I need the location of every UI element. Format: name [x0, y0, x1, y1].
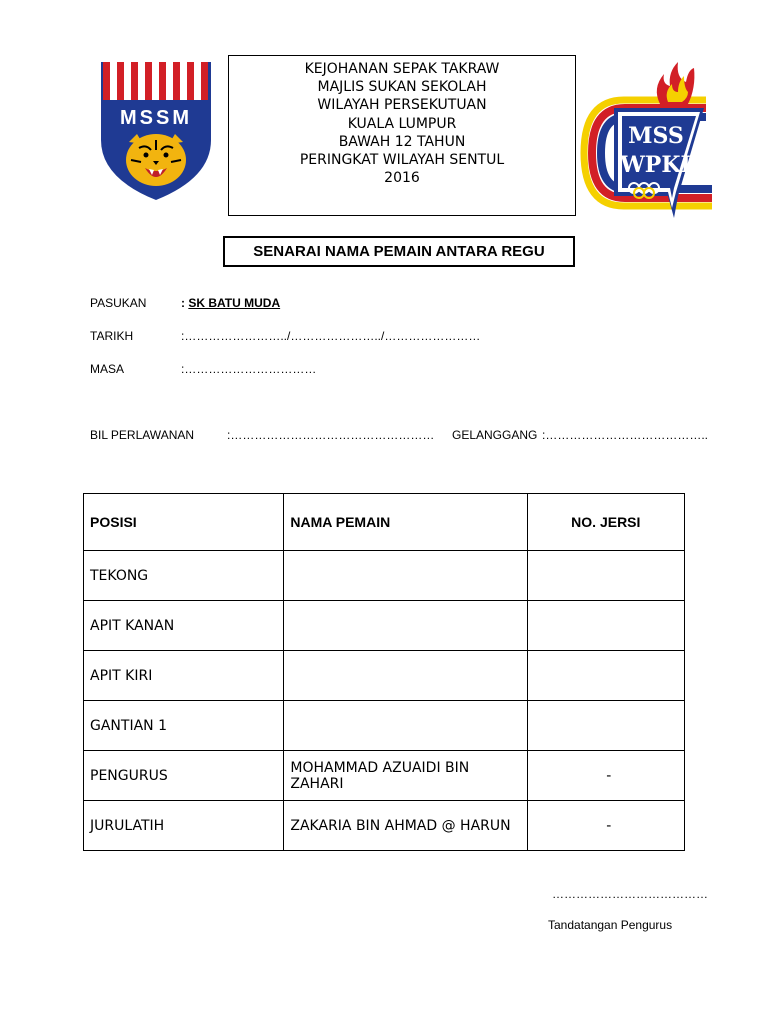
- tarikh-label: TARIKH: [90, 329, 134, 343]
- bil-perlawanan-label: BIL PERLAWANAN: [90, 428, 195, 442]
- gelanggang-field[interactable]: :…………………………………..: [542, 428, 709, 442]
- header-line-3: WILAYAH PERSEKUTUAN: [317, 97, 487, 114]
- table-row: [84, 651, 685, 701]
- masa-label: MASA: [90, 362, 125, 376]
- header-line-2: MAJLIS SUKAN SEKOLAH: [317, 79, 487, 96]
- header-no-jersi: NO. JERSI: [527, 494, 684, 551]
- posisi-cell: APIT KIRI: [84, 651, 284, 701]
- posisi-cell: GANTIAN 1: [84, 701, 284, 751]
- table-header-row: [84, 494, 685, 551]
- jersi-cell[interactable]: [527, 601, 684, 651]
- posisi-cell: PENGURUS: [84, 751, 284, 801]
- nama-cell[interactable]: [284, 551, 527, 601]
- pasukan-label: PASUKAN: [90, 296, 147, 310]
- header-line-5: BAWAH 12 TAHUN: [338, 133, 466, 150]
- table-row: [84, 701, 685, 751]
- svg-text:WPKL: WPKL: [620, 152, 696, 178]
- tarikh-field[interactable]: :……………………../…………………../……………………: [181, 329, 481, 343]
- svg-text:MSSM: MSSM: [120, 107, 192, 129]
- jersi-cell[interactable]: [527, 651, 684, 701]
- header-nama-pemain: NAMA PEMAIN: [284, 494, 527, 551]
- pasukan-separator: :: [181, 296, 189, 310]
- signature-label: Tandatangan Pengurus: [548, 918, 673, 932]
- signature-line[interactable]: …………………………………: [552, 887, 708, 901]
- posisi-cell: APIT KANAN: [84, 601, 284, 651]
- nama-cell[interactable]: MOHAMMAD AZUAIDI BIN ZAHARI: [284, 751, 527, 801]
- nama-cell[interactable]: [284, 651, 527, 701]
- event-header-box: [228, 55, 576, 216]
- nama-cell[interactable]: [284, 601, 527, 651]
- jersi-cell[interactable]: -: [527, 751, 684, 801]
- header-line-7: 2016: [384, 170, 420, 187]
- table-row: [84, 601, 685, 651]
- header-posisi: POSISI: [84, 494, 284, 551]
- jersi-cell[interactable]: [527, 701, 684, 751]
- nama-cell[interactable]: [284, 701, 527, 751]
- header-line-6: PERINGKAT WILAYAH SENTUL: [299, 152, 505, 169]
- header-line-4: KUALA LUMPUR: [347, 115, 457, 132]
- gelanggang-label: GELANGGANG: [452, 428, 538, 442]
- masa-field[interactable]: :……………………………: [181, 362, 317, 376]
- jersi-cell[interactable]: -: [527, 801, 684, 851]
- table-row: [84, 551, 685, 601]
- jersi-cell[interactable]: [527, 551, 684, 601]
- posisi-cell: JURULATIH: [84, 801, 284, 851]
- table-row: [84, 751, 685, 801]
- mss-wpkl-logo-icon: [578, 58, 714, 218]
- form-title: SENARAI NAMA PEMAIN ANTARA REGU: [223, 236, 575, 267]
- posisi-cell: TEKONG: [84, 551, 284, 601]
- nama-cell[interactable]: ZAKARIA BIN AHMAD @ HARUN: [284, 801, 527, 851]
- player-roster-table: [83, 493, 685, 851]
- mssm-logo-icon: [99, 60, 213, 202]
- table-row: [84, 801, 685, 851]
- header-line-1: KEJOHANAN SEPAK TAKRAW: [304, 61, 500, 77]
- pasukan-field: [181, 296, 280, 310]
- svg-text:MSS: MSS: [628, 123, 684, 149]
- bil-perlawanan-field[interactable]: :……………………………………………: [227, 428, 435, 442]
- pasukan-value: SK BATU MUDA: [188, 296, 281, 310]
